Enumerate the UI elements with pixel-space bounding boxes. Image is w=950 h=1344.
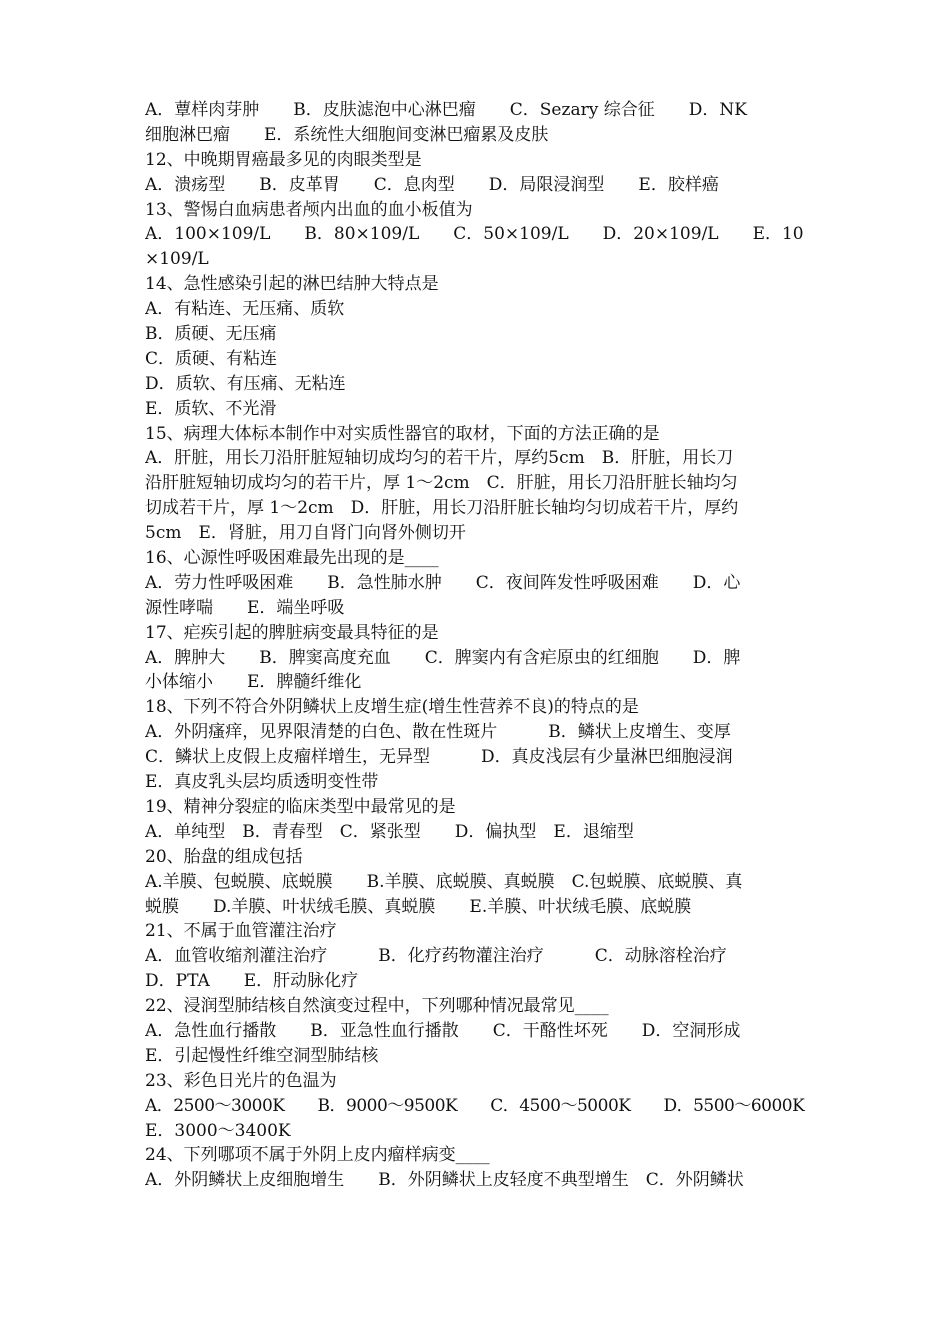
text-line: A．血管收缩剂灌注治疗 B．化疗药物灌注治疗 C．动脉溶栓治疗 <box>145 946 727 967</box>
text-line: A．劳力性呼吸困难 B．急性肺水肿 C．夜间阵发性呼吸困难 D．心 <box>145 572 741 593</box>
text-line: 细胞淋巴瘤 E．系统性大细胞间变淋巴瘤累及皮肤 <box>145 124 549 145</box>
text-line: 切成若干片，厚 1～2cm D．肝脏，用长刀沿肝脏长轴均匀切成若干片，厚约 <box>145 498 739 519</box>
text-line: E．质软、不光滑 <box>145 398 277 419</box>
text-line: A.羊膜、包蜕膜、底蜕膜 B.羊膜、底蜕膜、真蜕膜 C.包蜕膜、底蜕膜、真 <box>145 871 743 892</box>
text-line: E．引起慢性纤维空洞型肺结核 <box>145 1045 379 1066</box>
document-body <box>145 98 807 1193</box>
text-line: 24、下列哪项不属于外阴上皮内瘤样病变____ <box>145 1145 490 1166</box>
text-line: A．急性血行播散 B．亚急性血行播散 C．干酪性坏死 D．空洞形成 <box>145 1020 741 1041</box>
text-line: ×109/L <box>145 249 209 270</box>
text-line: E．3000～3400K <box>145 1120 291 1141</box>
text-line: 15、病理大体标本制作中对实质性器官的取材，下面的方法正确的是 <box>145 423 660 444</box>
text-line: 沿肝脏短轴切成均匀的若干片，厚 1～2cm C．肝脏，用长刀沿肝脏长轴均匀 <box>145 473 738 494</box>
text-line: D．PTA E．肝动脉化疗 <box>145 971 359 992</box>
text-line: 13、警惕白血病患者颅内出血的血小板值为 <box>145 199 473 220</box>
text-line: 21、不属于血管灌注治疗 <box>145 921 337 942</box>
text-line: 23、彩色日光片的色温为 <box>145 1070 337 1091</box>
text-line: 20、胎盘的组成包括 <box>145 846 303 867</box>
text-line: 14、急性感染引起的淋巴结肿大特点是 <box>145 274 439 295</box>
text-line: D．质软、有压痛、无粘连 <box>145 373 346 394</box>
text-line: A．肝脏，用长刀沿肝脏短轴切成均匀的若干片，厚约5cm B．肝脏，用长刀 <box>145 448 734 469</box>
text-line: A．有粘连、无压痛、质软 <box>145 299 345 320</box>
text-line: 19、精神分裂症的临床类型中最常见的是 <box>145 796 456 817</box>
text-line: 5cm E．肾脏，用刀自肾门向肾外侧切开 <box>145 523 466 544</box>
text-line: A．蕈样肉芽肿 B．皮肤滤泡中心淋巴瘤 C．Sezary 综合征 D．NK <box>145 100 747 120</box>
text-line: A．溃疡型 B．皮革胃 C．息肉型 D．局限浸润型 E．胶样癌 <box>145 174 719 195</box>
text-line: A．外阴鳞状上皮细胞增生 B．外阴鳞状上皮轻度不典型增生 C．外阴鳞状 <box>145 1170 744 1191</box>
text-line: A．单纯型 B．青春型 C．紧张型 D．偏执型 E．退缩型 <box>145 821 634 842</box>
text-line: 18、下列不符合外阴鳞状上皮增生症(增生性营养不良)的特点的是 <box>145 697 639 718</box>
text-line: C．质硬、有粘连 <box>145 348 278 369</box>
text-line: B．质硬、无压痛 <box>145 324 277 345</box>
text-line: 22、浸润型肺结核自然演变过程中，下列哪种情况最常见____ <box>145 996 609 1017</box>
text-line: 12、中晚期胃癌最多见的肉眼类型是 <box>145 149 422 170</box>
text-line: 17、疟疾引起的脾脏病变最具特征的是 <box>145 622 439 643</box>
text-line: 源性哮喘 E．端坐呼吸 <box>145 597 345 618</box>
text-line: 小体缩小 E．脾髓纤维化 <box>145 672 362 693</box>
text-line: A．脾肿大 B．脾窦高度充血 C．脾窦内有含疟原虫的红细胞 D．脾 <box>145 647 741 668</box>
text-line: E．真皮乳头层均质透明变性带 <box>145 772 379 793</box>
text-line: C．鳞状上皮假上皮瘤样增生，无异型 D．真皮浅层有少量淋巴细胞浸润 <box>145 747 733 768</box>
text-line: 16、心源性呼吸困难最先出现的是____ <box>145 548 439 569</box>
text-line: A．100×109/L B．80×109/L C．50×109/L D．20×109/L E．10 <box>145 224 804 245</box>
text-line: A．2500～3000K B．9000～9500K C．4500～5000K D．5500～6000K <box>145 1095 805 1116</box>
text-line: A．外阴瘙痒，见界限清楚的白色、散在性斑片 B．鳞状上皮增生、变厚 <box>145 722 731 743</box>
text-line: 蜕膜 D.羊膜、叶状绒毛膜、真蜕膜 E.羊膜、叶状绒毛膜、底蜕膜 <box>145 896 692 917</box>
